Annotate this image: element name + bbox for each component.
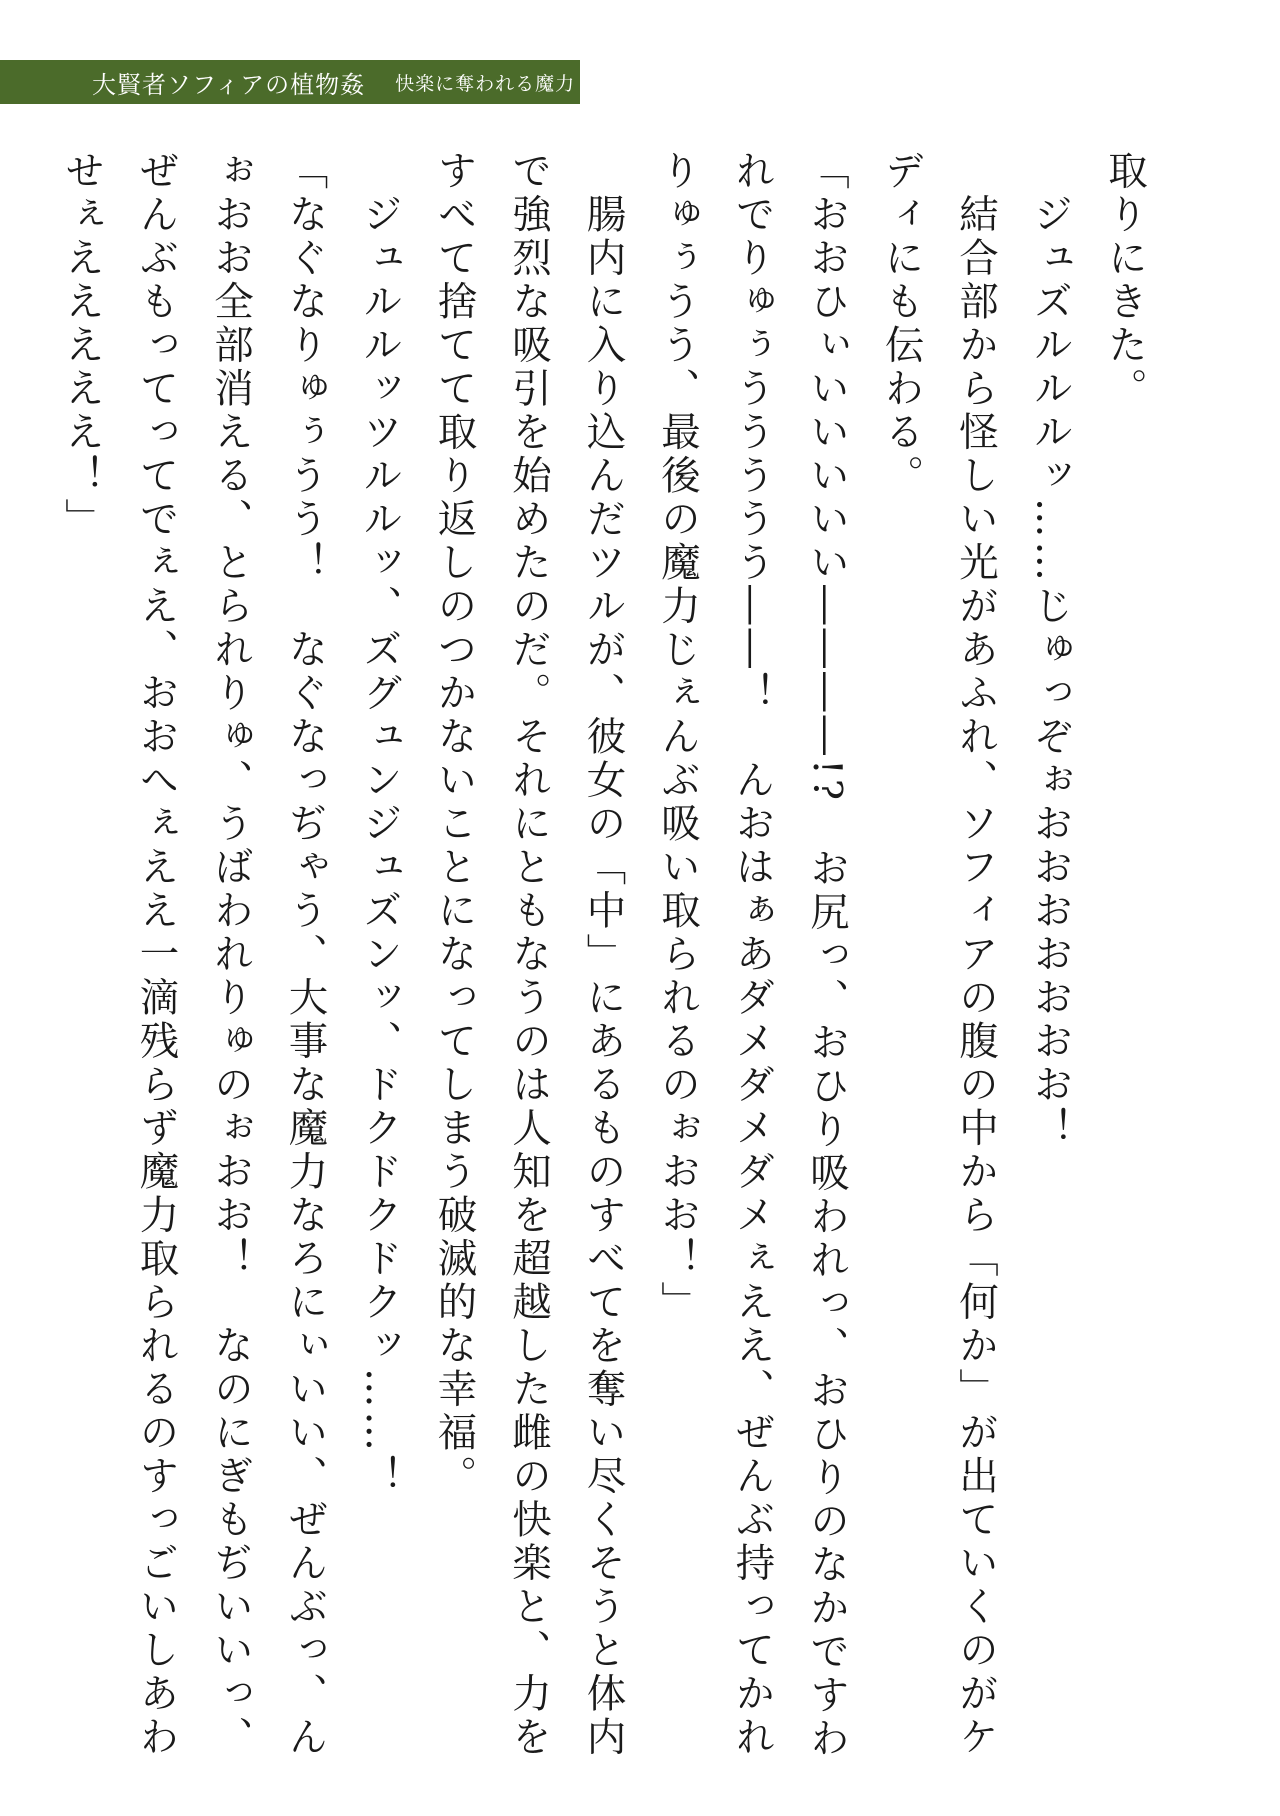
paragraph: 腸内に入り込んだツルが、彼女の「中」にあるものすべてを奪い尽くそうと体内で強烈な吸引を始めたのだ。それにともなうのは人知を超越した雌の快楽と、力をすべて捨てて取り返しのつかないことになってしまう破滅的な幸福。 [431,150,627,1760]
book-title: 大賢者ソフィアの植物姦 [92,70,366,99]
chapter-title: 快楽に奪われる魔力 [395,72,576,95]
paragraph: 「おおひぃいいいいい――――!? お尻っ、おひり吸われっ、おひりのなかですわれでりゅぅううううう――！ んおはぁあダメダメダメぇええ、ぜんぶ持ってかれりゅぅうう、最後の魔力じぇんぶ吸い取られるのぉおお！」 [655,150,850,1762]
body-text [59,150,1162,1790]
paragraph: 「なぐなりゅぅうう！ なぐなっぢゃう、大事な魔力なろにぃいい、ぜんぶっ、んぉおお全部消える、とられりゅ、うばわれりゅのぉおお！ なのにぎもぢいいっ、ぜんぶもってってでぇえ、おおへぇええ一滴残らず魔力取られるのすっごいしあわせぇえええええ！」 [59,150,329,1760]
paragraph: ジュルルッツルルッ、ズグュンジュズンッ、ドクドクドクッ……！ [357,150,403,1499]
paragraph: 取りにきた。 [1102,150,1148,411]
paragraph: ジュズルルルッ……じゅっぞぉおおおおおおお！ [1027,150,1074,1151]
header-bar [0,60,580,104]
paragraph: 結合部から怪しい光があふれ、ソフィアの腹の中から「何か」が出ていくのがケディにも伝わる。 [878,150,999,1760]
